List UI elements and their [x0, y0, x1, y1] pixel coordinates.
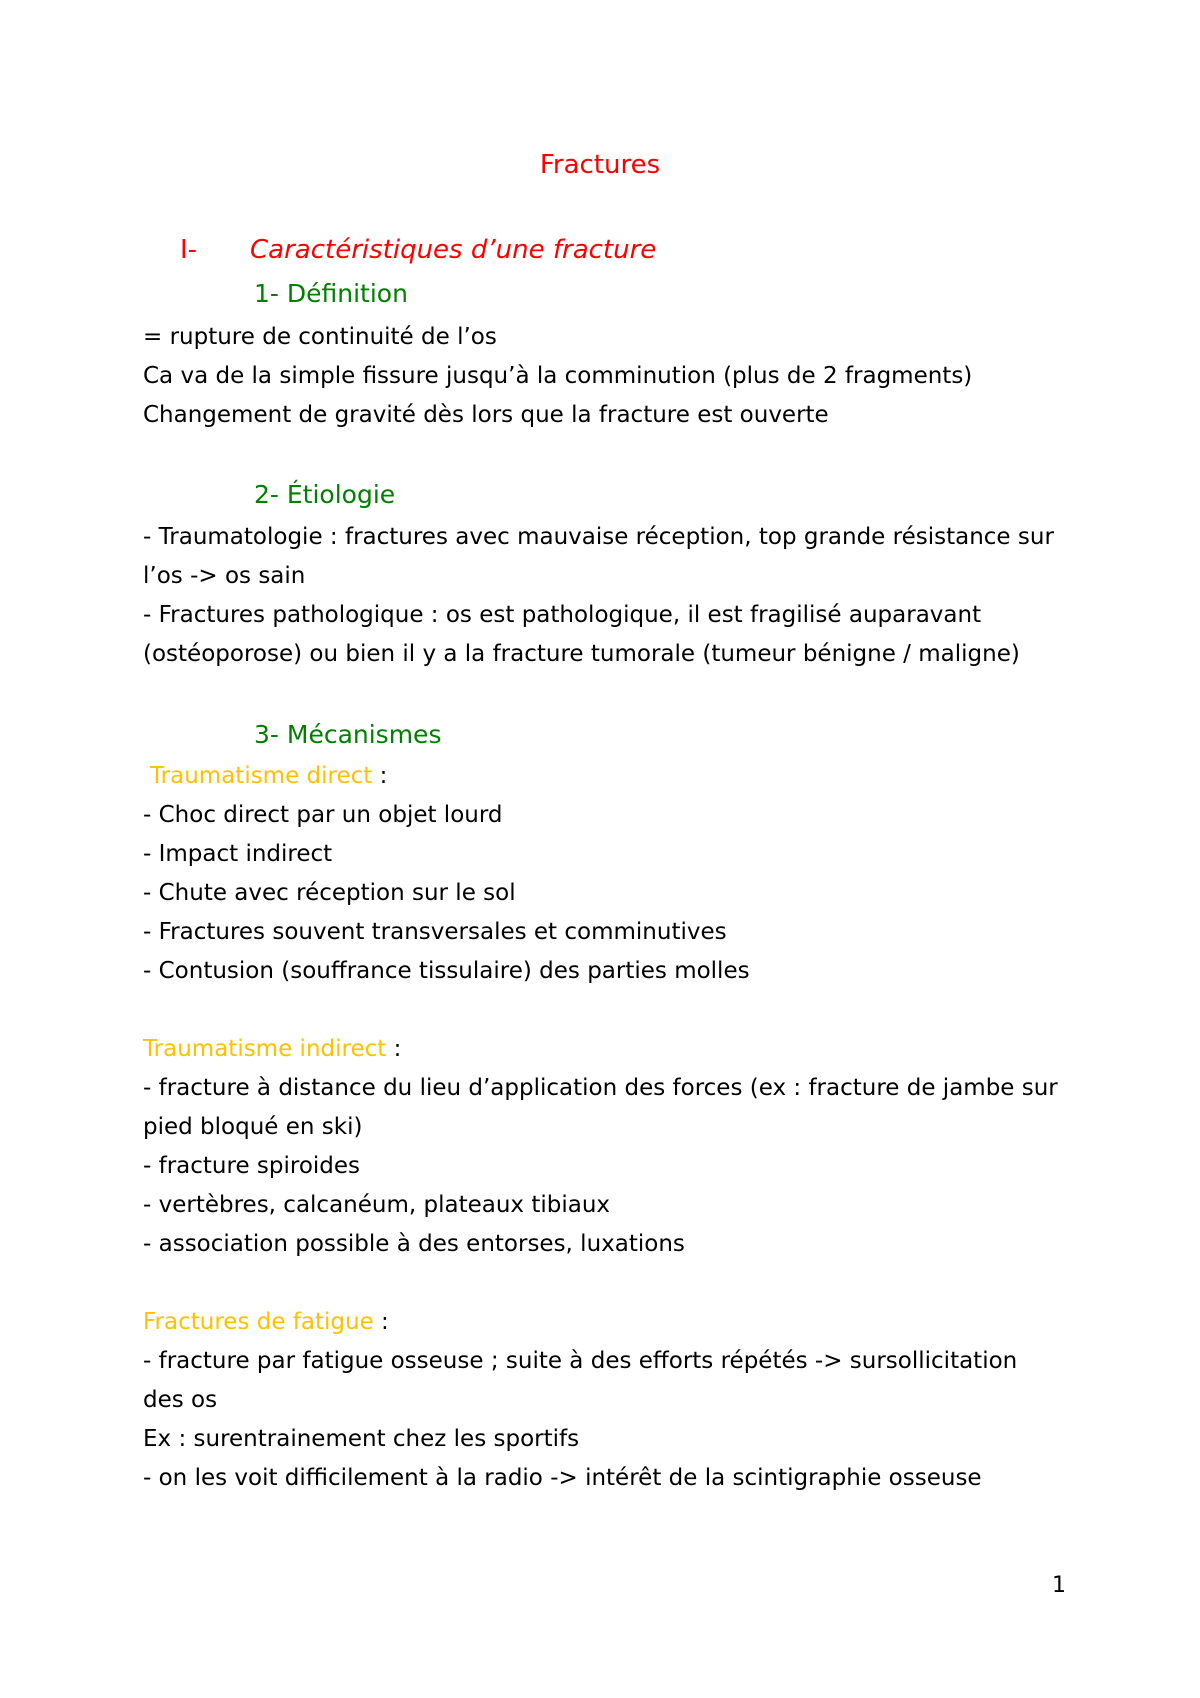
- direct-subheading: [150, 761, 387, 791]
- direct-line: - Chute avec réception sur le sol: [143, 880, 516, 906]
- fatigue-line: des os: [143, 1387, 218, 1413]
- definition-heading: 1- Définition: [254, 279, 408, 308]
- direct-line: - Fractures souvent transversales et comminutives: [143, 919, 727, 945]
- etiologie-line: - Fractures pathologique : os est pathologique, il est fragilisé auparavant: [143, 602, 982, 628]
- fatigue-line: - fracture par fatigue osseuse ; suite à des efforts répétés -> sursollicitation: [143, 1348, 1018, 1374]
- direct-line: - Contusion (souffrance tissulaire) des parties molles: [143, 958, 750, 984]
- direct-suffix: :: [372, 763, 388, 789]
- fatigue-subheading: [143, 1307, 389, 1337]
- fatigue-line: Ex : surentrainement chez les sportifs: [143, 1426, 580, 1452]
- fatigue-label: Fractures de fatigue: [143, 1309, 374, 1335]
- page-number: 1: [1052, 1573, 1066, 1598]
- indirect-subheading: [143, 1034, 401, 1064]
- etiologie-line: - Traumatologie : fractures avec mauvaise réception, top grande résistance sur: [143, 524, 1054, 550]
- fatigue-line: - on les voit difficilement à la radio -> intérêt de la scintigraphie osseuse: [143, 1465, 982, 1491]
- indirect-line: pied bloqué en ski): [143, 1114, 363, 1140]
- indirect-line: - fracture à distance du lieu d’application des forces (ex : fracture de jambe sur: [143, 1075, 1058, 1101]
- indirect-suffix: :: [386, 1036, 402, 1062]
- section-number: I-: [180, 235, 198, 265]
- definition-line: Changement de gravité dès lors que la fracture est ouverte: [143, 402, 829, 428]
- direct-label: Traumatisme direct: [150, 763, 373, 789]
- definition-line: Ca va de la simple fissure jusqu’à la comminution (plus de 2 fragments): [143, 363, 973, 389]
- etiologie-line: (ostéoporose) ou bien il y a la fracture tumorale (tumeur bénigne / maligne): [143, 641, 1020, 667]
- document-title: Fractures: [539, 150, 661, 180]
- etiologie-heading: 2- Étiologie: [254, 480, 396, 509]
- definition-line: = rupture de continuité de l’os: [143, 324, 497, 350]
- fatigue-suffix: :: [373, 1309, 389, 1335]
- section-title: Caractéristiques d’une fracture: [250, 235, 657, 265]
- mecanismes-heading: 3- Mécanismes: [254, 720, 442, 749]
- indirect-line: - vertèbres, calcanéum, plateaux tibiaux: [143, 1192, 611, 1218]
- indirect-line: - association possible à des entorses, luxations: [143, 1231, 685, 1257]
- indirect-label: Traumatisme indirect: [143, 1036, 387, 1062]
- indirect-line: - fracture spiroides: [143, 1153, 361, 1179]
- direct-line: - Choc direct par un objet lourd: [143, 802, 503, 828]
- direct-line: - Impact indirect: [143, 841, 333, 867]
- etiologie-line: l’os -> os sain: [143, 563, 306, 589]
